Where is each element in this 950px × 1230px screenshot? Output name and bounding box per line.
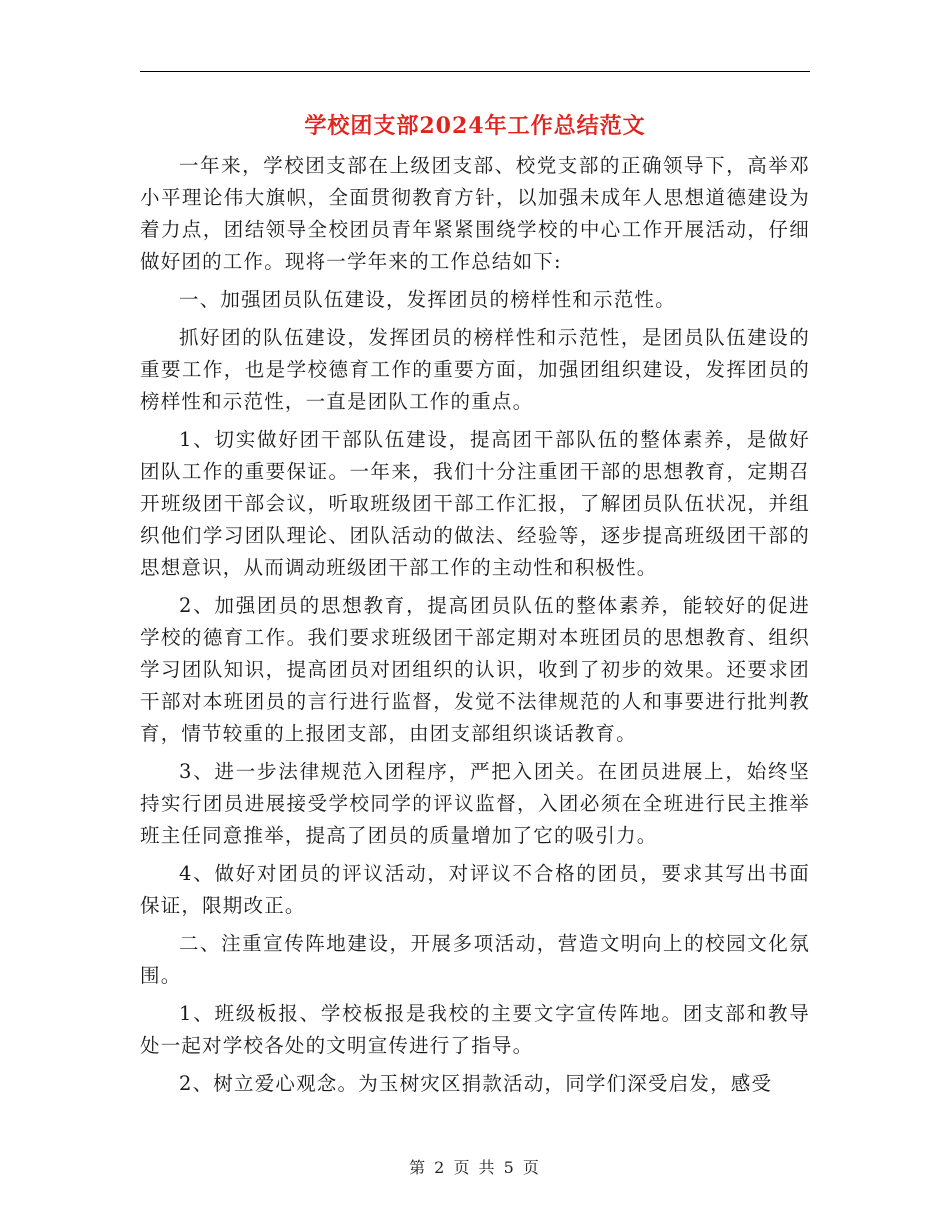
paragraph: 3、进一步法律规范入团程序，严把入团关。在团员进展上，始终坚持实行团员进展接受学校同学的评议监督，入团必须在全班进行民主推举班主任同意推举，提高了团员的质量增加了它的吸引力。 bbox=[140, 760, 810, 847]
paragraph: 抓好团的队伍建设，发挥团员的榜样性和示范性，是团员队伍建设的重要工作，也是学校德育工作的重要方面，加强团组织建设，发挥团员的榜样性和示范性，一直是团队工作的重点。 bbox=[140, 326, 810, 413]
paragraph: 2、树立爱心观念。为玉树灾区捐款活动，同学们深受启发，感受 bbox=[179, 1072, 773, 1095]
paragraph: 2、加强团员的思想教育，提高团员队伍的整体素养，能较好的促进学校的德育工作。我们要求班级团干部定期对本班团员的思想教育、组织学习团队知识，提高团员对团组织的认识，收到了初步的效果。还要求团干部对本班团员的言行进行监督，发觉不法律规范的人和事要进行批判教育，情节较重的上报团支部，由团支部组织谈话教育。 bbox=[140, 594, 810, 745]
header-rule bbox=[140, 71, 810, 72]
document-body bbox=[140, 150, 810, 1106]
paragraph: 1、切实做好团干部队伍建设，提高团干部队伍的整体素养，是做好团队工作的重要保证。一年来，我们十分注重团干部的思想教育，定期召开班级团干部会议，听取班级团干部工作汇报，了解团员队伍状况，并组织他们学习团队理论、团队活动的做法、经验等，逐步提高班级团干部的思想意识，从而调动班级团干部工作的主动性和积极性。 bbox=[140, 428, 810, 579]
document-title: 学校团支部2024年工作总结范文 bbox=[304, 113, 646, 139]
page-number-footer: 第 2 页 共 5 页 bbox=[409, 1158, 541, 1177]
paragraph-intro: 一年来，学校团支部在上级团支部、校党支部的正确领导下，高举邓小平理论伟大旗帜，全面贯彻教育方针，以加强未成年人思想道德建设为着力点，团结领导全校团员青年紧紧围绕学校的中心工作开展活动，仔细做好团的工作。现将一学年来的工作总结如下: bbox=[140, 154, 810, 273]
paragraph: 1、班级板报、学校板报是我校的主要文字宣传阵地。团支部和教导处一起对学校各处的文明宣传进行了指导。 bbox=[140, 1002, 810, 1057]
paragraph: 4、做好对团员的评议活动，对评议不合格的团员，要求其写出书面保证，限期改正。 bbox=[140, 862, 810, 917]
section-heading-2: 二、注重宣传阵地建设，开展多项活动，营造文明向上的校园文化氛围。 bbox=[140, 932, 810, 987]
section-heading-1: 一、加强团员队伍建设，发挥团员的榜样性和示范性。 bbox=[179, 288, 676, 311]
